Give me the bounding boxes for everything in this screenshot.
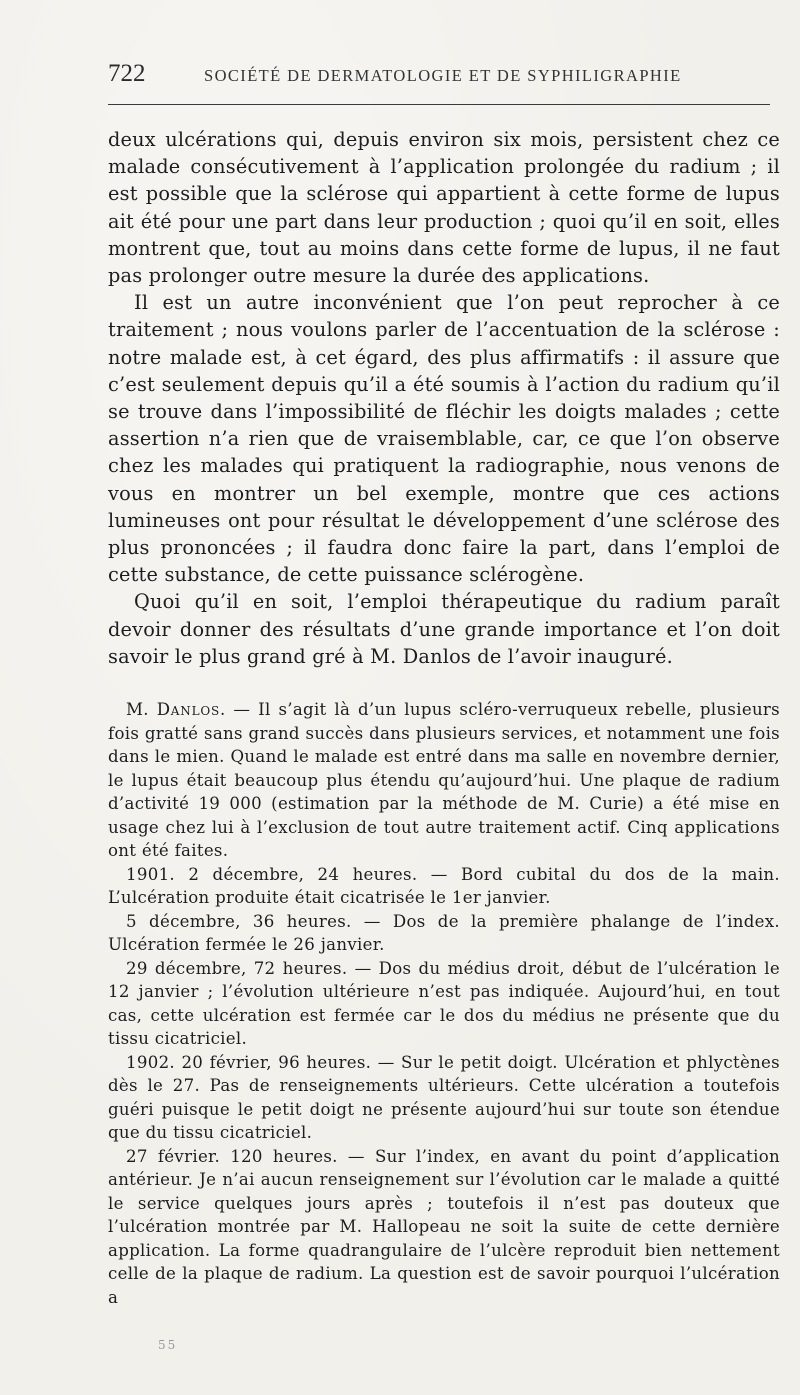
treatment-entry-1: 1901. 2 décembre, 24 heures. — Bord cubital du dos de la main. L’ulcération produite était cicatrisée le 1er janvier. <box>108 864 780 908</box>
running-title: SOCIÉTÉ DE DERMATOLOGIE ET DE SYPHILIGRAPHIE <box>204 66 682 85</box>
speaker-prefix: M. <box>126 700 157 720</box>
treatment-entry-2: 5 décembre, 36 heures. — Dos de la première phalange de l’index. Ulcération fermée le 26 janvier. <box>108 911 780 955</box>
treatment-entry-3: 29 décembre, 72 heures. — Dos du médius droit, début de l’ulcération le 12 janvier ; l’évolution ultérieure n’est pas indiquée. Aujourd’hui, en tout cas, cette ulcération est fermée car le dos du médius ne présente que du tissu cicatriciel. <box>108 958 780 1049</box>
remarks-intro <box>108 698 780 863</box>
signature-mark: 55 <box>158 1338 178 1352</box>
treatment-entry-4: 1902. 20 février, 96 heures. — Sur le petit doigt. Ulcération et phlyctènes dès le 27. Pas de renseignements ultérieurs. Cette ulcération a toutefois guéri puisque le petit doigt ne présente aujourd’hui sur toute son étendue que du tissu cicatriciel. <box>108 1052 780 1143</box>
page-number: 722 <box>108 60 146 87</box>
remarks-intro-text: . — Il s’agit là d’un lupus scléro-verruqueux rebelle, plusieurs fois gratté sans grand succès dans plusieurs services, et notamment une fois dans le mien. Quand le malade est entré dans ma salle en novembre dernier, le lupus était beaucoup plus étendu qu’aujourd’hui. Une plaque de radium d’activité 19 000 (estimation par la méthode de M. Curie) a été mise en usage chez lui à l’exclusion de tout autre traitement actif. Cinq applications ont été faites. <box>108 700 780 861</box>
paragraph-1: deux ulcérations qui, depuis environ six mois, persistent chez ce malade consécutivement à l’application prolongée du radium ; il est possible que la sclérose qui appartient à cette forme de lupus ait été pour une part dans leur production ; quoi qu’il en soit, elles montrent que, tout au moins dans cette forme de lupus, il ne faut pas prolonger outre mesure la durée des applications. <box>108 128 780 288</box>
speaker-name: Danlos <box>156 700 221 720</box>
page-header <box>108 60 776 94</box>
header-rule <box>108 104 770 105</box>
paragraph-2: Il est un autre inconvénient que l’on peut reprocher à ce traitement ; nous voulons parler de l’accentuation de la sclérose : notre malade est, à cet égard, des plus affirmatifs : il assure que c’est seulement depuis qu’il a été soumis à l’action du radium qu’il se trouve dans l’impossibilité de fléchir les doigts malades ; cette assertion n’a rien que de vraisemblable, car, ce que l’on observe chez les malades qui pratiquent la radiographie, nous venons de vous en montrer un bel exemple, montre que ces actions lumineuses ont pour résultat le développement d’une sclérose des plus prononcées ; il faudra donc faire la part, dans l’emploi de cette substance, de cette puissance sclérogène. <box>108 291 780 587</box>
paragraph-3: Quoi qu’il en soit, l’emploi thérapeutique du radium paraît devoir donner des résultats d’une grande importance et l’on doit savoir le plus grand gré à M. Danlos de l’avoir inauguré. <box>108 590 780 668</box>
body-text <box>108 126 780 1309</box>
danlos-remarks <box>108 698 780 1309</box>
treatment-entry-5: 27 février. 120 heures. — Sur l’index, en avant du point d’application antérieur. Je n’ai aucun renseignement sur l’évolution car le malade a quitté le service quelques jours après ; toutefois il n’est pas douteux que l’ulcération montrée par M. Hallopeau ne soit la suite de cette dernière application. La forme quadrangulaire de l’ulcère reproduit bien nettement celle de la plaque de radium. La question est de savoir pourquoi l’ulcération a <box>108 1146 780 1307</box>
